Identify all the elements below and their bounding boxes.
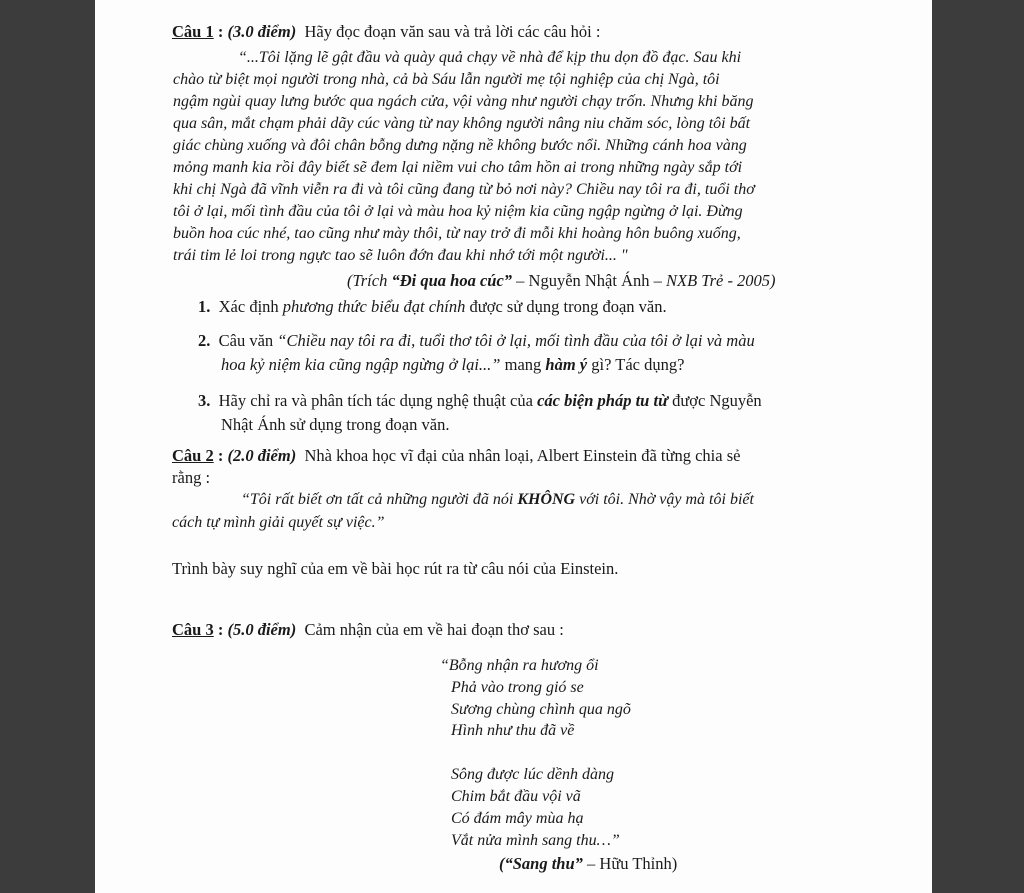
poem-source: (“Sang thu” – Hữu Thỉnh) <box>499 854 678 873</box>
question-2-cont: hoa kỷ niệm kia cũng ngập ngừng ở lại...” mang hàm ý gì? Tác dụng? <box>221 355 685 374</box>
passage-line: trái tim lẻ loi trong ngực tao sẽ luôn đớn đau khi nhớ tới một người... " <box>173 247 628 264</box>
question-2: 2. Câu văn “Chiều nay tôi ra đi, tuổi thơ tôi ở lại, mối tình đầu của tôi ở lại và màu <box>198 331 755 350</box>
cau2-heading: Câu 2 : (2.0 điểm) Nhà khoa học vĩ đại của nhân loại, Albert Einstein đã từng chia sẻ <box>172 446 741 465</box>
poem-line: Hình như thu đã về <box>451 722 575 739</box>
poem-line: Phả vào trong gió se <box>451 679 584 696</box>
cau1-points: (3.0 điểm) <box>227 22 297 41</box>
cau1-label: Câu 1 <box>172 22 214 41</box>
cau1-heading: Câu 1 : (3.0 điểm) Hãy đọc đoạn văn sau và trả lời các câu hỏi : <box>172 22 601 41</box>
source-title: “Đi qua hoa cúc” <box>391 271 513 290</box>
cau2-points: (2.0 điểm) <box>227 446 297 465</box>
passage-line: mỏng manh kia rồi đây biết sẽ đem lại niềm vui cho tâm hồn ai trong những ngày sắp tới <box>173 159 743 176</box>
question-1: 1. Xác định phương thức biểu đạt chính được sử dụng trong đoạn văn. <box>198 297 667 316</box>
cau2-label: Câu 2 <box>172 446 214 465</box>
cau2-task: Trình bày suy nghĩ của em về bài học rút ra từ câu nói của Einstein. <box>172 559 619 578</box>
poem-line: “Bỗng nhận ra hương ổi <box>440 657 599 674</box>
cau3-points: (5.0 điểm) <box>227 620 297 639</box>
passage-line: buồn hoa cúc nhé, tao cũng như mày thôi, từ nay trở đi mỗi khi hoàng hôn buông xuống, <box>173 225 741 242</box>
poem-line: Sương chùng chình qua ngõ <box>451 701 631 718</box>
passage-line: khi chị Ngà đã vĩnh viễn ra đi và tôi cũng đang từ bỏ nơi này? Chiều nay tôi ra đi, tuổi thơ <box>173 181 755 198</box>
question-3-cont: Nhật Ánh sử dụng trong đoạn văn. <box>221 415 450 434</box>
poem-line: Có đám mây mùa hạ <box>451 810 584 827</box>
passage-line: qua sân, mắt chạm phải dãy cúc vàng từ nay không người nâng niu chăm sóc, lòng tôi bất <box>173 115 751 132</box>
question-3: 3. Hãy chỉ ra và phân tích tác dụng nghệ thuật của các biện pháp tu từ được Nguyễn <box>198 391 762 410</box>
einstein-quote: “Tôi rất biết ơn tất cả những người đã nói KHÔNG với tôi. Nhờ vậy mà tôi biết <box>241 491 754 508</box>
document-page <box>95 0 932 893</box>
poem-line: Chim bắt đầu vội vã <box>451 788 581 805</box>
cau3-label: Câu 3 <box>172 620 214 639</box>
passage-line: “...Tôi lặng lẽ gật đầu và quày quả chạy về nhà để kịp thu dọn đồ đạc. Sau khi <box>238 49 742 66</box>
passage-line: chào từ biệt mọi người trong nhà, cả bà Sáu lẫn người mẹ tội nghiệp của chị Ngà, tôi <box>173 71 720 88</box>
passage-line: ngậm ngùi quay lưng bước qua ngách cửa, vội vàng như người chạy trốn. Nhưng khi băng <box>173 93 754 110</box>
cau1-source: (Trích “Đi qua hoa cúc” – Nguyễn Nhật Ánh – NXB Trẻ - 2005) <box>347 271 776 290</box>
passage-line: giác chùng xuống và đôi chân bỗng dưng nặng nề không bước nổi. Những cánh hoa vàng <box>173 137 747 154</box>
cau3-heading: Câu 3 : (5.0 điểm) Cảm nhận của em về hai đoạn thơ sau : <box>172 620 564 639</box>
passage-line: tôi ở lại, mối tình đầu của tôi ở lại và màu hoa kỷ niệm kia cũng ngập ngừng ở lại. Đừng <box>173 203 743 220</box>
poem-line: Vắt nửa mình sang thu…” <box>451 832 620 849</box>
cau1-instruction: Hãy đọc đoạn văn sau và trả lời các câu hỏi : <box>304 22 601 41</box>
cau2-intro-cont: rằng : <box>172 468 211 487</box>
poem-line: Sông được lúc dềnh dàng <box>451 766 615 783</box>
einstein-quote-cont: cách tự mình giải quyết sự việc.” <box>172 514 385 531</box>
